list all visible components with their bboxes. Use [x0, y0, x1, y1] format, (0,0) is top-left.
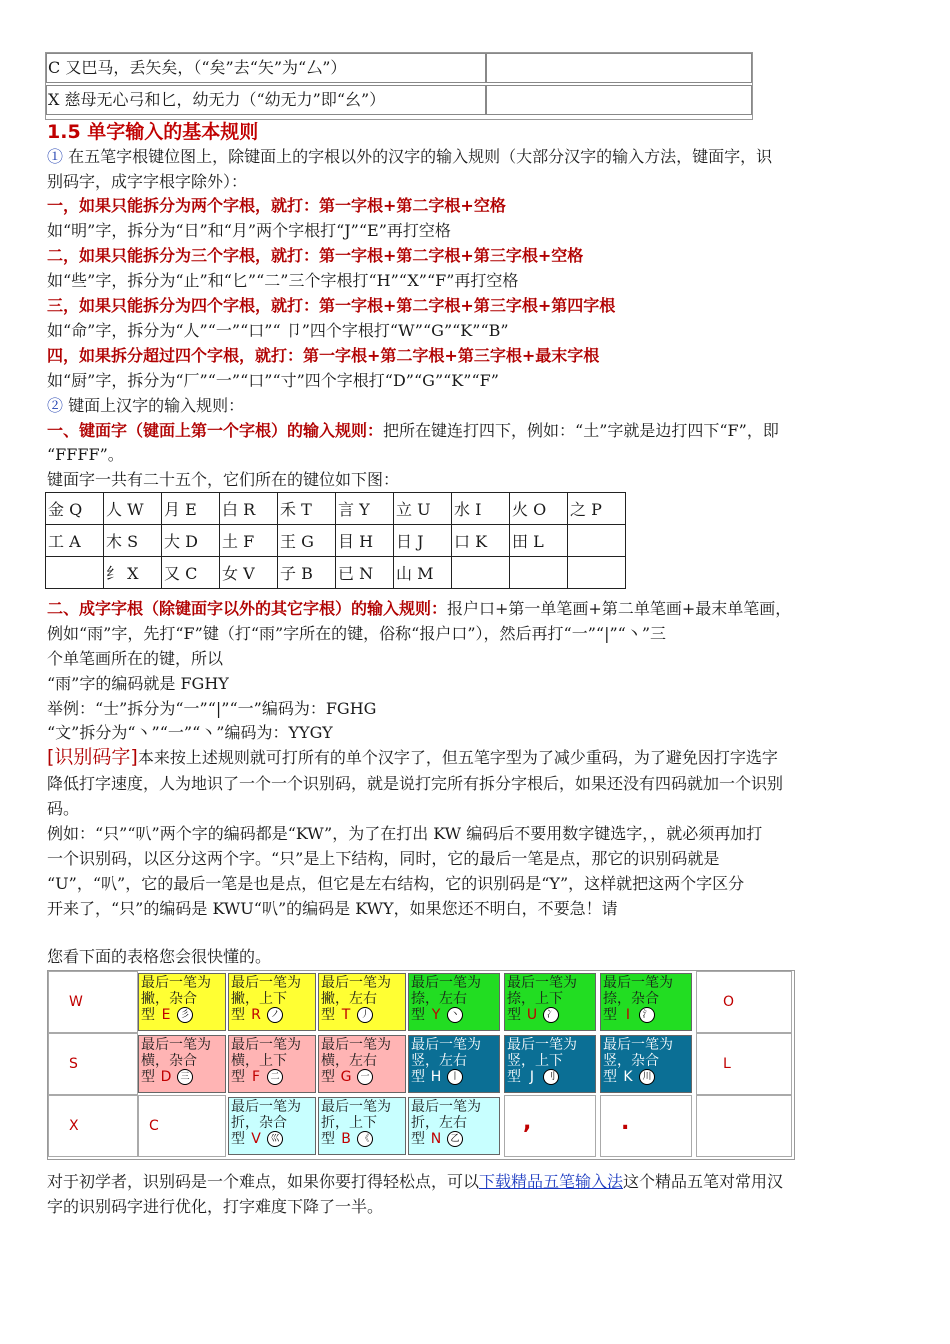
download-link[interactable]: 下载精品五笔输入法: [479, 1172, 624, 1191]
chengzi-line2: 例如“雨”字，先打“F”键（打“雨”字所在的键，俗称“报户口”），然后再打“一”“|”“丶”三: [47, 624, 667, 643]
key-cell: 禾 T: [278, 493, 336, 525]
stroke-icon: 彡: [177, 1007, 193, 1023]
id-cell-b: 最后一笔为 折，上下 型 B 《: [318, 1097, 406, 1155]
key-cell: 大 D: [162, 525, 220, 557]
key-cell: [568, 525, 626, 557]
period-key-label: .: [600, 1095, 692, 1157]
stroke-icon: ノ: [267, 1007, 283, 1023]
chengzi-line3: 个单笔画所在的键，所以: [47, 649, 224, 668]
key-cell: 木 S: [104, 525, 162, 557]
stroke-icon: 丶: [447, 1007, 463, 1023]
rule2-example: 如“些”字，拆分为“止”和“匕”“二”三个字根打“H”“X”“F”再打空格: [47, 271, 519, 290]
stroke-icon: 冫: [543, 1007, 559, 1023]
row-label-o: O: [696, 971, 792, 1033]
stroke-icon: 二: [267, 1069, 283, 1085]
para2: ② 键面上汉字的输入规则：: [47, 396, 245, 415]
id-code-table: [47, 970, 795, 1160]
stroke-icon: 三: [177, 1069, 193, 1085]
stroke-icon: 刂: [543, 1069, 559, 1085]
rule3-example: 如“命”字，拆分为“人”“一”“口”“ 卩”四个字根打“W”“G”“K”“B”: [47, 321, 509, 340]
key-cell: 田 L: [510, 525, 568, 557]
row-label-w: W: [48, 971, 138, 1033]
radical-table: [45, 52, 753, 120]
id-cell-g: 最后一笔为 横，左右 型 G 一: [318, 1035, 406, 1093]
shibie-line1: [识别码字]本来按上述规则就可打所有的单个汉字了，但五笔字型为了减少重码，为了避免因打字选字: [47, 746, 778, 768]
key-cell: 山 M: [394, 557, 452, 589]
key-cell: [46, 557, 104, 589]
rule4-heading: 四，如果拆分超过四个字根，就打：第一字根+第二字根+第三字根+最末字根: [47, 346, 600, 365]
key-cell: 土 F: [220, 525, 278, 557]
radical-row-c-empty: [486, 53, 752, 83]
key-cell: 子 B: [278, 557, 336, 589]
stroke-icon: 《: [357, 1131, 373, 1147]
id-cell-v: 最后一笔为 折，杂合 型 V 巛: [228, 1097, 316, 1155]
id-cell-t: 最后一笔为 撇，左右 型 T 丿: [318, 973, 406, 1031]
id-cell-d: 最后一笔为 横，杂合 型 D 三: [138, 1035, 226, 1093]
id-cell-k: 最后一笔为 竖，杂合 型 K 川: [600, 1035, 692, 1093]
key-cell: 白 R: [220, 493, 278, 525]
key-cell: [452, 557, 510, 589]
rule1-heading: 一，如果只能拆分为两个字根，就打：第一字根+第二字根+空格: [47, 196, 506, 215]
id-cell-e: 最后一笔为 撇，杂合 型 E 彡: [138, 973, 226, 1031]
keyface-line2: “FFFF”。: [47, 445, 124, 464]
id-cell-n: 最后一笔为 折，左右 型 N 乙: [408, 1097, 500, 1155]
chengzi-line6: “文”拆分为“丶”“一”“丶”编码为：YYGY: [47, 723, 333, 742]
id-cell-r: 最后一笔为 撇，上下 型 R ノ: [228, 973, 316, 1031]
shibie-line5: 一个识别码，以区分这两个字。“只”是上下结构，同时，它的最后一笔是点，那它的识别码就是: [47, 849, 720, 868]
stroke-icon: 丿: [357, 1007, 373, 1023]
key-cell: 又 C: [162, 557, 220, 589]
row-label-l: L: [696, 1033, 792, 1095]
key-cell: 纟 X: [104, 557, 162, 589]
shibie-line2: 降低打字速度，人为地识了一个一个识别码，就是说打完所有拆分字根后，如果还没有四码就加一个识别: [47, 774, 784, 793]
id-cell-i: 最后一笔为 捺，杂合 型 I 氵: [600, 973, 692, 1031]
keyface-line1: 一、键面字（键面上第一个字根）的输入规则：把所在键连打四下，例如：“土”字就是边打四下“F”，即: [47, 421, 779, 440]
chengzi-line5: 举例：“士”拆分为“一”“|”“一”编码为：FGHG: [47, 699, 377, 718]
stroke-icon: 乙: [447, 1131, 463, 1147]
key-cell: 月 E: [162, 493, 220, 525]
keyface-table: [45, 492, 626, 589]
footer-line2: 字的识别码字进行优化，打字难度下降了一半。: [47, 1197, 384, 1216]
id-cell-u: 最后一笔为 捺，上下 型 U 冫: [504, 973, 596, 1031]
radical-row-c: C 又巴马，丢矢矣，（“矣”去“矢”为“厶”）: [46, 53, 486, 83]
shibie-line6: “U”，“叭”，它的最后一笔是也是点，但它是左右结构，它的识别码是“Y”，这样就把这两个字区分: [47, 874, 745, 893]
footer-line1: 对于初学者，识别码是一个难点，如果你要打得轻松点，可以下载精品五笔输入法这个精品五笔对常用汉: [47, 1172, 784, 1191]
stroke-icon: 巛: [267, 1131, 283, 1147]
row-label-c: C: [138, 1095, 226, 1157]
key-cell: 人 W: [104, 493, 162, 525]
circled-one-icon: ①: [47, 147, 64, 166]
key-cell: 立 U: [394, 493, 452, 525]
key-cell: 已 N: [336, 557, 394, 589]
shibie-line7: 开来了，“只”的编码是 KWU“叭”的编码是 KWY，如果您还不明白，不要急！请: [47, 899, 618, 918]
rule3-heading: 三，如果只能拆分为四个字根，就打：第一字根+第二字根+第三字根+第四字根: [47, 296, 616, 315]
stroke-icon: 氵: [639, 1007, 655, 1023]
id-cell-j: 最后一笔为 竖，上下 型 J 刂: [504, 1035, 596, 1093]
id-cell-y: 最后一笔为 捺，左右 型 Y 丶: [408, 973, 500, 1031]
rule2-heading: 二，如果只能拆分为三个字根，就打：第一字根+第二字根+第三字根+空格: [47, 246, 584, 265]
empty-cell: [696, 1095, 792, 1157]
stroke-icon: 丨: [447, 1069, 463, 1085]
key-cell: 火 O: [510, 493, 568, 525]
keyface-intro: 键面字一共有二十五个，它们所在的键位如下图：: [47, 470, 400, 489]
shibie-line8: 您看下面的表格您会很快懂的。: [47, 947, 272, 966]
para1-line1: ① 在五笔字根键位图上，除键面上的字根以外的汉字的输入规则（大部分汉字的输入方法，键面字，识: [47, 147, 773, 166]
key-cell: 工 A: [46, 525, 104, 557]
key-cell: 之 P: [568, 493, 626, 525]
shibie-line3: 码。: [47, 799, 80, 818]
key-cell: 金 Q: [46, 493, 104, 525]
key-cell: [510, 557, 568, 589]
chengzi-line4: “雨”字的编码就是 FGHY: [47, 674, 229, 693]
key-cell: 目 H: [336, 525, 394, 557]
key-cell: 王 G: [278, 525, 336, 557]
para1-line2: 别码字，成字字根字除外）：: [47, 172, 248, 191]
key-cell: [568, 557, 626, 589]
stroke-icon: 一: [357, 1069, 373, 1085]
shibie-tag: [识别码字]: [47, 746, 138, 768]
key-cell: 水 I: [452, 493, 510, 525]
id-cell-f: 最后一笔为 横，上下 型 F 二: [228, 1035, 316, 1093]
stroke-icon: 川: [639, 1069, 655, 1085]
key-cell: 口 K: [452, 525, 510, 557]
key-cell: 女 V: [220, 557, 278, 589]
comma-key-label: ,: [504, 1095, 596, 1157]
row-label-x: X: [48, 1095, 138, 1157]
key-cell: 言 Y: [336, 493, 394, 525]
key-cell: 日 J: [394, 525, 452, 557]
rule4-example: 如“厨”字，拆分为“厂”“一”“口”“寸”四个字根打“D”“G”“K”“F”: [47, 371, 499, 390]
radical-row-x: X 慈母无心弓和匕，幼无力（“幼无力”即“幺”）: [46, 85, 486, 115]
id-cell-h: 最后一笔为 竖，左右 型 H 丨: [408, 1035, 500, 1093]
radical-row-x-empty: [486, 85, 752, 115]
rule1-example: 如“明”字，拆分为“日”和“月”两个字根打“J”“E”再打空格: [47, 221, 451, 240]
chengzi-line1: 二、成字字根（除键面字以外的其它字根）的输入规则：报户口+第一单笔画+第二单笔画+最末单笔画，: [47, 599, 792, 618]
shibie-line4: 例如：“只”“叭”两个字的编码都是“KW”，为了在打出 KW 编码后不要用数字键选字，，就必须再加打: [47, 824, 763, 843]
row-label-s: S: [48, 1033, 138, 1095]
section-title: 1.5 单字输入的基本规则: [47, 121, 259, 143]
circled-two-icon: ②: [47, 396, 64, 415]
